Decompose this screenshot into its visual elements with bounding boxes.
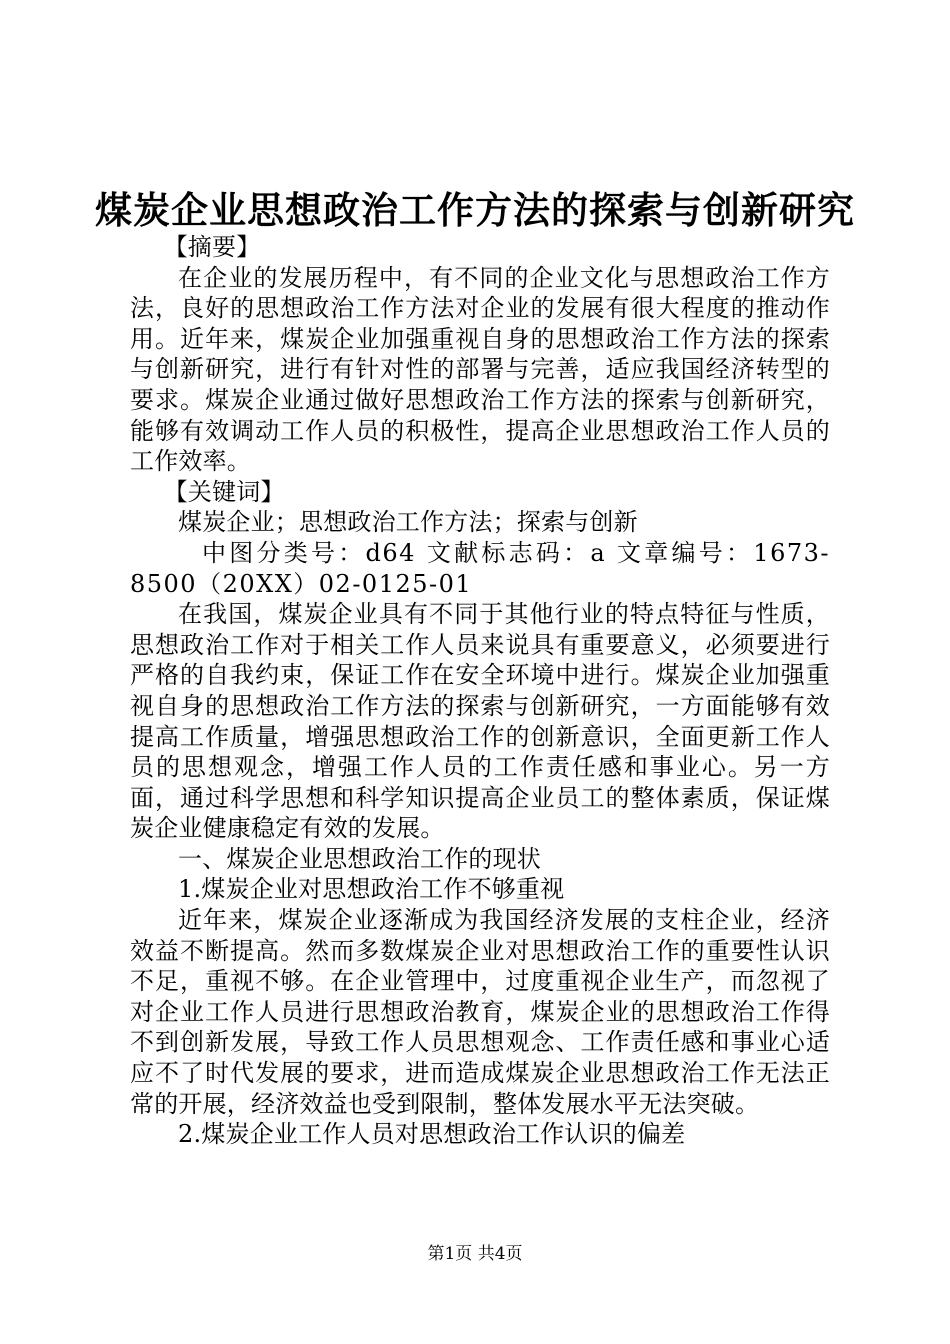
page-number-footer: 第1页 共4页: [427, 1244, 523, 1264]
subsection-heading-1: 1.煤炭企业对思想政治工作不够重视: [178, 875, 565, 904]
keywords-label: 【关键词】: [163, 477, 285, 506]
body-paragraph: 近年来，煤炭企业逐渐成为我国经济发展的支柱企业，经济效益不断提高。然而多数煤炭企业对思想政治工作的重要性认识不足，重视不够。在企业管理中，过度重视企业生产，而忽视了对企业工作人员进行思想政治教育，煤炭企业的思想政治工作得不到创新发展，导致工作人员思想观念、工作责任感和事业心适应不了时代发展的要求，进而造成煤炭企业思想政治工作无法正常的开展，经济效益也受到限制，整体发展水平无法突破。: [130, 906, 830, 1118]
classification-code-paragraph: 中图分类号：d64 文献标志码：a 文章编号：1673-8500（20XX）02-0125-01: [130, 538, 830, 598]
section-heading-1: 一、煤炭企业思想政治工作的现状: [178, 844, 541, 873]
abstract-label: 【摘要】: [163, 233, 261, 261]
keywords-paragraph: 煤炭企业；思想政治工作方法；探索与创新: [178, 508, 638, 537]
intro-paragraph: 在我国，煤炭企业具有不同于其他行业的特点特征与性质，思想政治工作对于相关工作人员来说具有重要意义，必须要进行严格的自我约束，保证工作在安全环境中进行。煤炭企业加强重视自身的思想政治工作方法的探索与创新研究，一方面能够有效提高工作质量，增强思想政治工作的创新意识，全面更新工作人员的思想观念，增强工作人员的工作责任感和事业心。另一方面，通过科学思想和科学知识提高企业员工的整体素质，保证煤炭企业健康稳定有效的发展。: [130, 600, 830, 843]
subsection-heading-2: 2.煤炭企业工作人员对思想政治工作认识的偏差: [178, 1120, 686, 1149]
abstract-paragraph: 在企业的发展历程中，有不同的企业文化与思想政治工作方法，良好的思想政治工作方法对企业的发展有很大程度的推动作用。近年来，煤炭企业加强重视自身的思想政治工作方法的探索与创新研究，进行有针对性的部署与完善，适应我国经济转型的要求。煤炭企业通过做好思想政治工作方法的探索与创新研究，能够有效调动工作人员的积极性，提高企业思想政治工作人员的工作效率。: [130, 263, 830, 476]
document-body: [130, 232, 830, 1150]
document-title: 煤炭企业思想政治工作方法的探索与创新研究: [95, 188, 855, 232]
